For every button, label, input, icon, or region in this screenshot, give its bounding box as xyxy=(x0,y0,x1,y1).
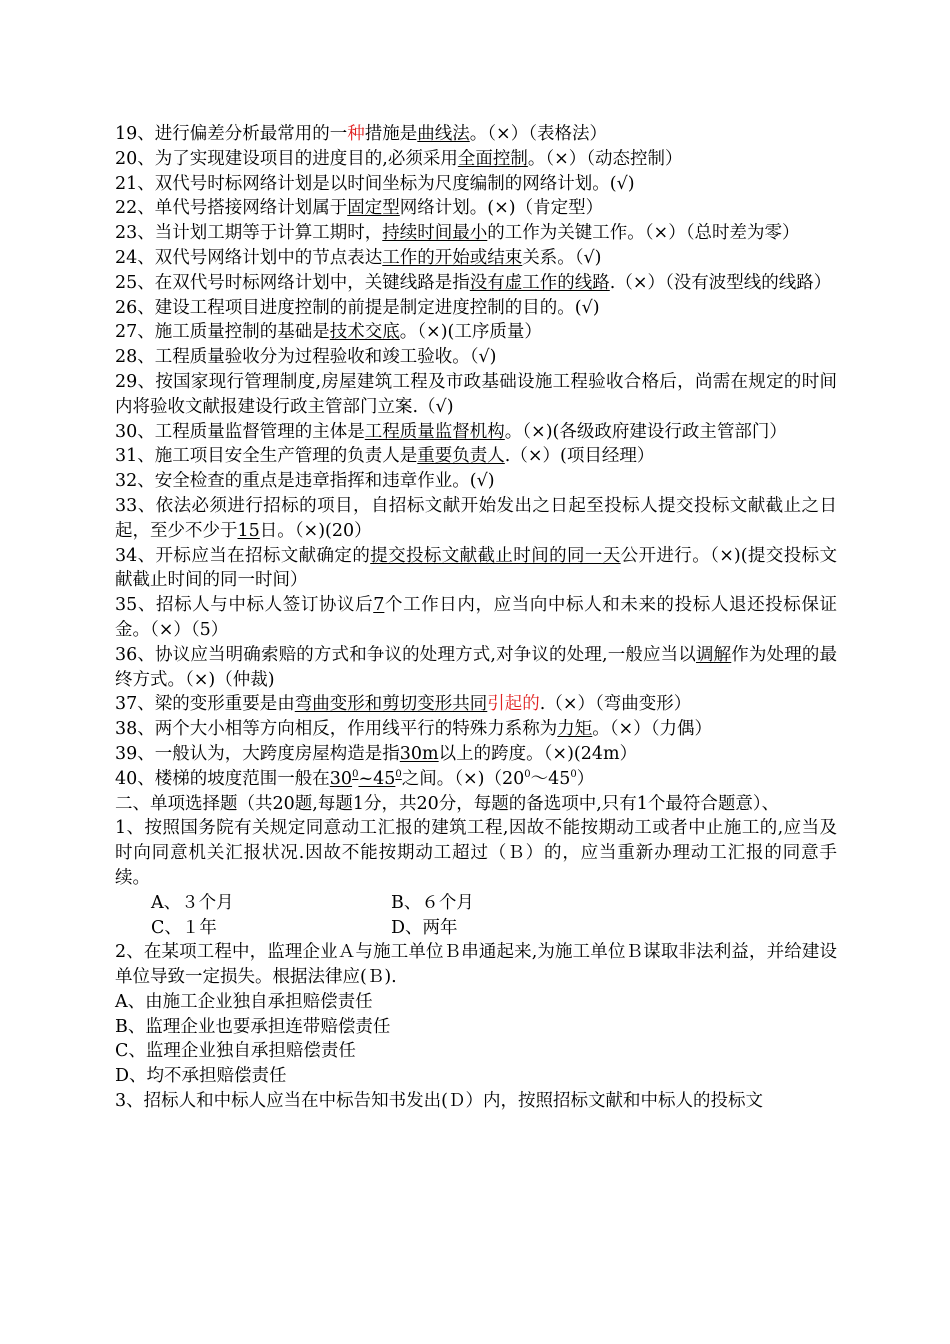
document-line xyxy=(115,296,837,321)
underlined-text: 全面控制 xyxy=(457,148,528,169)
superscript: 0 xyxy=(524,768,531,780)
document-line xyxy=(115,221,837,246)
underlined-text: 30m xyxy=(399,743,439,764)
text-run: 23、当计划工期等于计算工期时， xyxy=(115,223,383,244)
option-text: D、两年 xyxy=(391,917,458,938)
text-run: 39、一般认为，大跨度房屋构造是指 xyxy=(115,743,400,764)
text-run: 个工作日内，应当向中标人和未来的投标人退还投标保证金。（×）（5） xyxy=(115,595,837,640)
text-run: 二、单项选择题（共20题,每题1分，共20分，每题的备选项中,只有1个最符合题意）、 xyxy=(115,793,780,814)
underlined-text: 固定型 xyxy=(347,198,400,219)
superscript: 0 xyxy=(570,768,577,780)
text-run: .（×）（没有波型线的线路） xyxy=(609,272,832,293)
underlined-text: 持续时间最小 xyxy=(382,223,488,244)
document-line xyxy=(115,1064,837,1089)
text-run: 30、工程质量监督管理的主体是 xyxy=(115,421,365,442)
document-line xyxy=(115,940,837,990)
document-line xyxy=(115,246,837,271)
text-run: 22、单代号搭接网络计划属于 xyxy=(115,198,348,219)
text-run: 20、为了实现建设项目的进度目的,必须采用 xyxy=(115,148,458,169)
superscript: 0 xyxy=(352,768,359,780)
document-line xyxy=(115,717,837,742)
text-run: 36、协议应当明确索赔的方式和争议的处理方式,对争议的处理,一般应当以 xyxy=(115,644,696,665)
text-run: 网络计划。(×)（肯定型） xyxy=(399,198,604,219)
document-line xyxy=(115,172,837,197)
text-run: 措施是 xyxy=(364,124,418,144)
underlined-text: 重要负责人 xyxy=(417,446,505,467)
document-body xyxy=(115,122,837,1114)
text-run: 。（×)(各级政府建设行政主管部门） xyxy=(504,421,787,442)
text-run: .（×）（弯曲变形） xyxy=(539,694,692,715)
underlined-text: 30 xyxy=(329,768,353,789)
text-run: 29、按国家现行管理制度,房屋建筑工程及市政基础设施工程验收合格后，尚需在规定的时间内将验收文献报建设行政主管部门立案.（√) xyxy=(115,371,837,417)
text-run: 38、两个大小相等方向相反，作用线平行的特殊力系称为 xyxy=(115,719,558,740)
underlined-text: 工作的开始或结束 xyxy=(382,247,523,268)
document-line xyxy=(115,147,837,172)
document-line xyxy=(115,742,837,767)
text-run: .（×）(项目经理） xyxy=(504,446,655,467)
text-run: 2、在某项工程中，监理企业Ａ与施工单位Ｂ串通起来,为施工单位Ｂ谋取非法利益，并给建设单位导致一定损失。根据法律应(Ｂ). xyxy=(115,942,837,988)
document-line xyxy=(115,122,837,147)
text-run: 35、招标人与中标人签订协议后 xyxy=(115,595,374,616)
superscript: 0 xyxy=(395,768,402,780)
text-run: 34、开标应当在招标文献确定的 xyxy=(115,545,371,566)
document-line xyxy=(115,544,837,594)
highlight-text: 种 xyxy=(347,124,365,144)
document-line xyxy=(115,370,837,420)
text-run: 之间。（×)（20 xyxy=(401,768,525,789)
text-run: 关系。（√) xyxy=(522,247,602,268)
underlined-text: 力矩 xyxy=(557,719,593,740)
option-row xyxy=(115,891,837,916)
text-run: 33、依法必须进行招标的项目，自招标文献开始发出之日起至投标人提交投标文献截止之日起，至少不少于 xyxy=(115,495,837,541)
document-line xyxy=(115,990,837,1015)
text-run: A、由施工企业独自承担赔偿责任 xyxy=(115,991,373,1012)
document-line xyxy=(115,320,837,345)
highlight-text: 引起的 xyxy=(487,694,540,715)
document-line xyxy=(115,444,837,469)
text-run: ～45 xyxy=(530,768,571,789)
option-row xyxy=(115,916,837,941)
text-run: 。（×）（表格法） xyxy=(469,124,607,144)
document-line xyxy=(115,1015,837,1040)
underlined-text: 曲线法 xyxy=(417,124,470,144)
document-line xyxy=(115,792,837,817)
text-run: B、监理企业也要承担连带赔偿责任 xyxy=(115,1016,391,1037)
text-run: 40、楼梯的坡度范围一般在 xyxy=(115,768,330,789)
document-line xyxy=(115,643,837,693)
underlined-text: 工程质量监督机构 xyxy=(364,421,505,442)
document-line xyxy=(115,469,837,494)
text-run: 。（×）（力偶） xyxy=(592,719,712,740)
text-run: 1、按照国务院有关规定同意动工汇报的建筑工程,因故不能按期动工或者中止施工的,应当及时向同意机关汇报状况.因故不能按期动工超过（Ｂ）的，应当重新办理动工汇报的同意手续。 xyxy=(115,818,837,888)
underlined-text: ~45 xyxy=(358,768,396,789)
text-run: ） xyxy=(576,768,595,789)
document-line xyxy=(115,420,837,445)
document-line xyxy=(115,196,837,221)
underlined-text: 技术交底 xyxy=(329,322,400,343)
text-run: C、监理企业独自承担赔偿责任 xyxy=(115,1041,356,1062)
option-text: B、６个月 xyxy=(391,892,474,913)
document-line xyxy=(115,816,837,890)
text-run: 19、进行偏差分析最常用的一 xyxy=(115,124,348,144)
text-run: 37、梁的变形重要是由 xyxy=(115,694,295,715)
document-line xyxy=(115,692,837,717)
text-run: D、均不承担赔偿责任 xyxy=(115,1066,287,1087)
document-line xyxy=(115,593,837,643)
option-text: C、１年 xyxy=(151,917,217,938)
underlined-text: 调解 xyxy=(695,644,732,665)
text-run: 26、建设工程项目进度控制的前提是制定进度控制的目的。(√) xyxy=(115,297,600,318)
underlined-text: 提交投标文献截止时间的同一天 xyxy=(370,545,621,566)
underlined-text: 弯曲变形和剪切变形共同 xyxy=(294,694,488,715)
text-run: 的工作为关键工作。（×）（总时差为零） xyxy=(487,223,800,244)
document-line xyxy=(115,1039,837,1064)
document-line xyxy=(115,767,837,792)
text-run: 以上的跨度。（×)(24m） xyxy=(438,743,638,764)
text-run: 。（×)(工序质量） xyxy=(399,322,542,343)
underlined-text: 7 xyxy=(373,595,385,616)
text-run: 作为处理的最终方式。（×)（仲裁) xyxy=(115,644,838,690)
text-run: 。（×）（动态控制） xyxy=(527,148,683,169)
text-run: 31、施工项目安全生产管理的负责人是 xyxy=(115,446,418,467)
text-run: 32、安全检查的重点是违章指挥和违章作业。(√) xyxy=(115,471,495,492)
underlined-text: 没有虚工作的线路 xyxy=(469,272,610,293)
text-run: 24、双代号网络计划中的节点表达 xyxy=(115,247,383,268)
text-run: 公开进行。（×)(提交投标文献截止时间的同一时间） xyxy=(115,545,837,591)
option-text: A、３个月 xyxy=(151,892,234,913)
text-run: 21、双代号时标网络计划是以时间坐标为尺度编制的网络计划。(√) xyxy=(115,173,635,194)
text-run: 3、招标人和中标人应当在中标告知书发出(Ｄ）内，按照招标文献和中标人的投标文 xyxy=(115,1091,763,1112)
underlined-text: 15 xyxy=(237,520,260,541)
text-run: 27、施工质量控制的基础是 xyxy=(115,322,330,343)
text-run: 25、在双代号时标网络计划中，关键线路是指 xyxy=(115,272,470,293)
text-run: 日。（×)(20） xyxy=(259,520,372,541)
document-line xyxy=(115,271,837,296)
document-line xyxy=(115,1089,837,1114)
document-line xyxy=(115,345,837,370)
document-line xyxy=(115,494,837,544)
text-run: 28、工程质量验收分为过程验收和竣工验收。（√) xyxy=(115,347,497,368)
